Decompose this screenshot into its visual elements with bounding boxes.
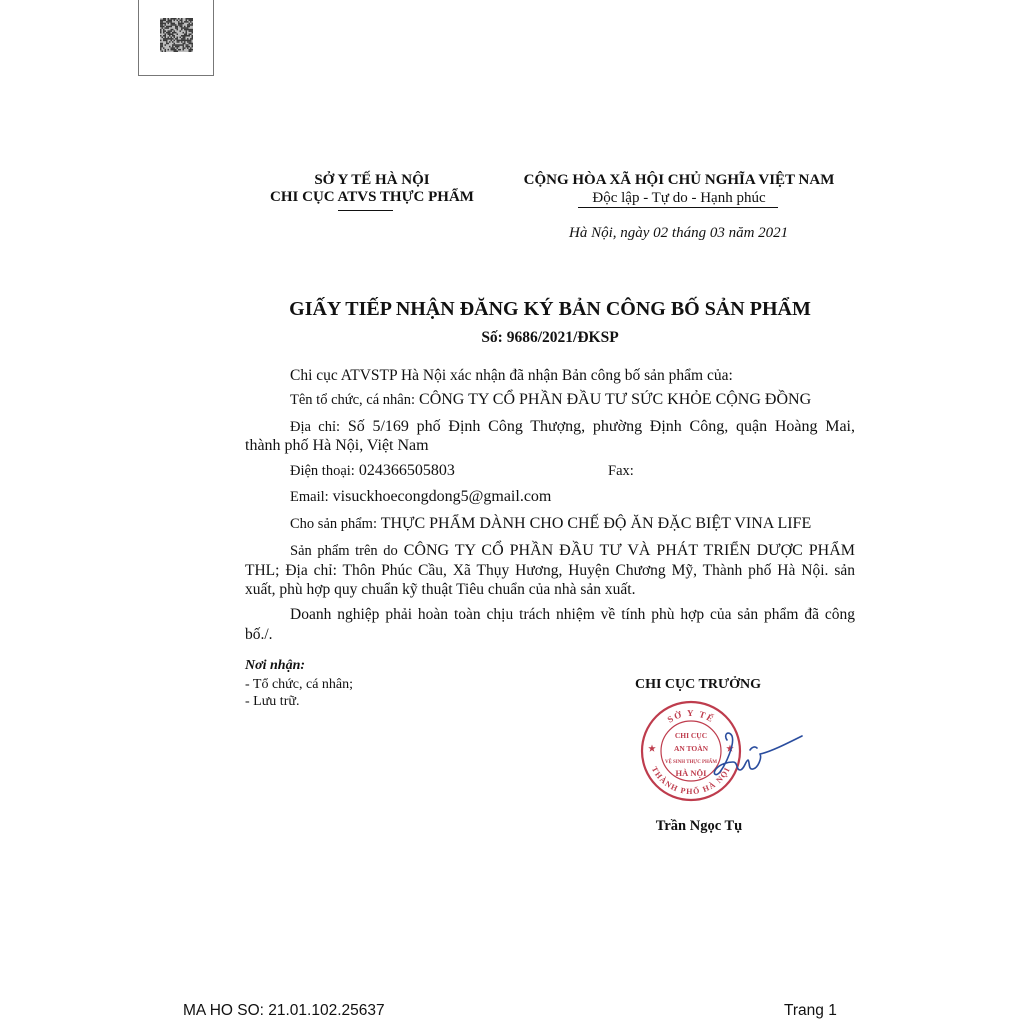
address-line-1 [290,419,855,435]
stamp-bottom-text: THÀNH PHỐ HÀ NỘI [649,765,733,797]
motto-underline [578,207,778,208]
product-name: THỰC PHẨM DÀNH CHO CHẾ ĐỘ ĂN ĐẶC BIỆT VINA LIFE [380,515,812,532]
responsibility-line-1: Doanh nghiệp phải hoàn toàn chịu trách nhiệm về tính phù hợp của sản phẩm đã công [290,606,855,623]
nation-name: CỘNG HÒA XÃ HỘI CHỦ NGHĨA VIỆT NAM [523,172,835,188]
signatory-title: CHI CỤC TRƯỞNG [634,677,761,692]
intro-text: Chi cục ATVSTP Hà Nội xác nhận đã nhận Bản công bố sản phẩm của: [290,367,733,384]
star-icon [648,745,656,752]
email-line [290,489,855,505]
stamp-line-3: VỆ SINH THỰC PHẨM [665,759,723,765]
address-line-2: thành phố Hà Nội, Việt Nam [245,437,429,454]
fax-label: Fax: [608,463,634,479]
phone-line [290,463,855,479]
manufacturer-line-1 [290,543,855,559]
recipients-heading: Nơi nhận: [245,658,306,673]
organization-label: Tên tổ chức, cá nhân: [290,392,416,408]
official-stamp [630,690,810,815]
agency-underline [338,210,393,211]
issue-date: Hà Nội, ngày 02 tháng 03 năm 2021 [569,225,789,241]
agency-name: SỞ Y TẾ HÀ NỘI [314,172,430,188]
recipient-item: - Lưu trữ. [245,694,300,709]
product-line [290,516,855,532]
phone-label: Điện thoại: [290,463,355,479]
email-label: Email: [290,489,329,505]
organization-line [290,392,855,408]
national-motto: Độc lập - Tự do - Hạnh phúc [592,190,766,206]
stamp-line-1: CHI CỤC [674,731,708,740]
organization-name: CÔNG TY CỔ PHẦN ĐẦU TƯ SỨC KHỎE CỘNG ĐỒNG [419,391,812,408]
document-number: Số: 9686/2021/ĐKSP [481,329,619,346]
agency-department: CHI CỤC ATVS THỰC PHẨM [270,189,474,205]
signatory-name: Trần Ngọc Tụ [655,818,743,834]
manufacturer-label: Sản phẩm trên do [290,543,398,559]
email-address: visuckhoecongdong5@gmail.com [332,488,552,505]
product-label: Cho sản phẩm: [290,516,377,532]
manufacturer-name: CÔNG TY CỔ PHẦN ĐẦU TƯ VÀ PHÁT TRIỂN DƯỢC PHẨM [403,542,856,559]
document-title: GIẤY TIẾP NHẬN ĐĂNG KÝ BẢN CÔNG BỐ SẢN PHẨM [289,298,811,320]
recipient-item: - Tổ chức, cá nhân; [245,677,354,692]
manufacturer-line-2: THL; Địa chỉ: Thôn Phúc Cầu, Xã Thụy Hương, Huyện Chương Mỹ, Thành phố Hà Nội. sản [245,562,855,579]
file-code: MA HO SO: 21.01.102.25637 [183,1002,385,1019]
responsibility-line-2: bố./. [245,626,273,643]
address-label: Địa chỉ: [290,419,341,435]
stamp-line-4: HÀ NỘI [675,768,707,778]
manufacturer-line-3: xuất, phù hợp quy chuẩn kỹ thuật Tiêu chuẩn của nhà sản xuất. [245,581,636,598]
address-text-1: Số 5/169 phố Định Công Thượng, phường Định Công, quận Hoàng Mai, [347,418,856,435]
page-number: Trang 1 [784,1002,837,1019]
qr-code-icon [160,18,193,52]
phone-number: 024366505803 [358,462,455,479]
stamp-top-text: SỞ Y TẾ [665,707,717,725]
stamp-line-2: AN TOÀN [673,744,709,753]
